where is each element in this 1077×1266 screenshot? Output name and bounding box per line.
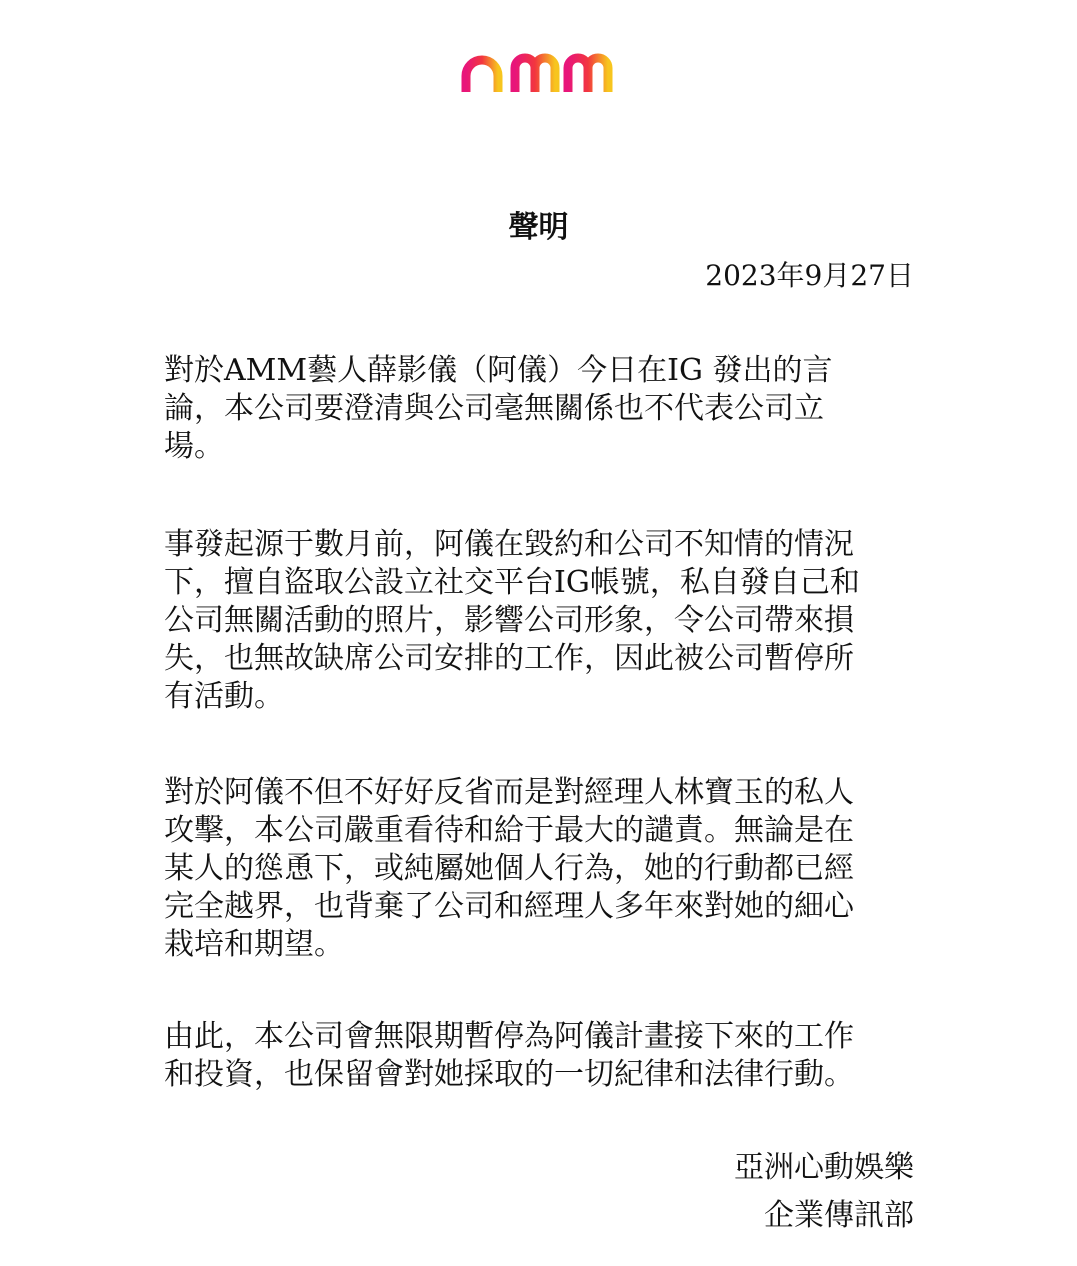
amm-logo [460, 52, 618, 96]
amm-logo-mark [460, 52, 618, 96]
paragraph-line: 栽培和期望。 [164, 927, 344, 962]
paragraph-line: 場。 [164, 429, 224, 464]
paragraph-4 [164, 1018, 916, 1094]
paragraph-1 [164, 352, 916, 466]
document-date: 2023年9月27日 [705, 259, 914, 292]
paragraph-line: 公司無關活動的照片，影響公司形象，令公司帶來損 [164, 603, 854, 638]
paragraph-line: 完全越界，也背棄了公司和經理人多年來對她的細心 [164, 889, 854, 924]
document-title: 聲明 [508, 210, 569, 245]
paragraph-line: 和投資，也保留會對她採取的一切紀律和法律行動。 [164, 1057, 854, 1092]
paragraph-line: 由此，本公司會無限期暫停為阿儀計畫接下來的工作 [164, 1019, 854, 1054]
paragraph-3 [164, 774, 916, 964]
signature-department: 企業傳訊部 [764, 1198, 914, 1233]
paragraph-line: 有活動。 [164, 679, 284, 714]
signature-company: 亞洲心動娛樂 [734, 1150, 914, 1185]
paragraph-line: 對於AMM藝人薛影儀（阿儀）今日在IG 發出的言 [164, 353, 833, 388]
paragraph-line: 下，擅自盜取公設立社交平台IG帳號，私自發自己和 [164, 565, 860, 600]
paragraph-2 [164, 526, 916, 716]
paragraph-line: 對於阿儀不但不好好反省而是對經理人林寶玉的私人 [164, 775, 854, 810]
paragraph-line: 失，也無故缺席公司安排的工作，因此被公司暫停所 [164, 641, 854, 676]
paragraph-line: 論，本公司要澄清與公司毫無關係也不代表公司立 [164, 391, 824, 426]
paragraph-line: 某人的慫恿下，或純屬她個人行為，她的行動都已經 [164, 851, 854, 886]
paragraph-line: 攻擊，本公司嚴重看待和給于最大的譴責。無論是在 [164, 813, 854, 848]
paragraph-line: 事發起源于數月前，阿儀在毀約和公司不知情的情況 [164, 527, 854, 562]
